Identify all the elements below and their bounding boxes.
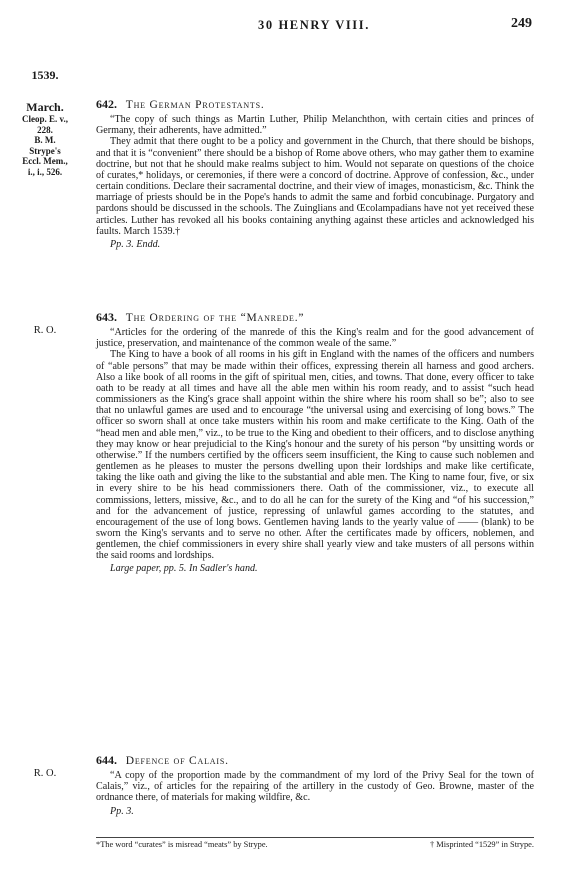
entry-heading [96,312,534,324]
entry-paragraph: They admit that there ought to be a policy and government in the Church, that there should be bishops, and that it is “convenient” there should be a bishop of Rome above others, who may gather them to examine doctrine, but not that he should make realms subject to him. Would not separate on questions of the choice of curates,* holidays, or ceremonies, if there were a concord of doctrine. Approve of confession, &c., under certain conditions. Declare their sacramental doctrine, and their view of images, monasticism, &c. Think the marriage of priests should be in the Pope's hands to admit the same and forbid concubinage. Purgatory and pardons should be discussed in the schools. The Zuinglians and Œcolampadians have not yet received these articles. Luther has revoked all his books containing anything against these articles and acknowledged his faults. March 1539.† [96,136,534,237]
margin-entry-642 [4,100,86,177]
entry-paragraph: “The copy of such things as Martin Luther, Philip Melanchthon, with certain cities and princes of Germany, their adherents, have admitted.” [96,114,534,137]
margin-year: 1539. [31,68,59,82]
margin-date [4,68,86,82]
margin-ref-line: Cleop. E. v., [21,114,68,124]
margin-ref-line: Strype's [29,145,61,156]
entry-paragraph: “Articles for the ordering of the manrede of this the King's realm and for the good advancement of justice, preservation, and maintenance of the common weale of the same.” [96,327,534,350]
entry-title: The Ordering of the “Manrede.” [125,312,305,324]
entry-644 [96,755,534,817]
entry-paragraph: The King to have a book of all rooms in his gift in England with the names of the officers and numbers of “able persons” that may be made within their offices, expressing therein all harness and good archers. Also a like book of all rooms in the gift of spiritual men, cities, and towns. That done, every officer to take oath to be ready at all times and have all the able men within his room ready, and to assist “such head commissioners as the King's grace shall appoint within the shire where his room shall so be”; also to see that no unlawful games are used and to encourage “the universal using and exercising of long bows.” The officer so sworn shall at once take musters within his room and make certificate to the King. Oath of the “head men and able men,” viz., to be true to the King and obedient to their officers, and to disclose anything they may know or hear prejudicial to the King's honour and the surety of his person “by unsitting words or otherwise.” If the numbers certified by the officers seem insufficient, the King to cause such noblemen and gentlemen as he pleases to muster the persons dwelling upon their lordships and make like certificate, taking the like oath and giving the like to the substantial and able men. The King to name four, five, or six in every shire to be his head commissioners there. Oath of the commissioner, viz., to execute all commissions, letters, missive, &c., and to do all he can for the surety of the King and “of his succession,” and for the advancement of justice, repressing of unlawful games according to the statutes, and encouragement of the use of long bows. Gentlemen having lands to the yearly value of —— (blank) to be sworn the King's servants and to serve no other. After the certificates made by officers, noblemen, and gentlemen, the chief commissioners in every shire shall yearly view and take musters of all persons within the said rooms and lordships. [96,349,534,562]
entry-heading [96,99,534,111]
margin-month: March. [26,100,64,114]
entry-title: The German Protestants. [125,99,265,111]
footnotes [96,837,534,850]
margin-entry-644 [4,769,86,780]
margin-ref-line: 228. [37,124,53,135]
margin-ref-line: Eccl. Mem., [22,156,68,166]
margin-ref-line: B. M. [34,135,56,145]
entry-642 [96,99,534,250]
margin-ref-ro: R. O. [33,768,57,779]
entry-endnote: Large paper, pp. 5. In Sadler's hand. [110,563,258,575]
page-header [96,18,532,34]
running-head: 30 HENRY VIII. [258,18,370,32]
entry-endnote: Pp. 3. Endd. [110,238,161,250]
page-number: 249 [511,16,532,31]
entry-number: 642. [96,97,117,111]
footnote-dagger: † Misprinted “1529” in Strype. [430,840,534,849]
margin-ref-ro: R. O. [33,325,57,336]
entry-title: Defence of Calais. [125,755,229,767]
entry-643 [96,312,534,575]
entry-number: 643. [96,310,117,324]
entry-paragraph: “A copy of the proportion made by the commandment of my lord of the Privy Seal for the town of Calais,” viz., of articles for the repairing of the artillery in the custody of Geo. Browne, master of the ordnance there, of materials for making wildfire, &c. [96,770,534,804]
entry-heading [96,755,534,767]
footnote-star: *The word “curates” is misread “meats” by Strype. [96,840,268,849]
margin-entry-643 [4,326,86,337]
entry-endnote: Pp. 3. [110,805,134,817]
entry-number: 644. [96,753,117,767]
margin-ref-line: i., i., 526. [27,166,63,177]
